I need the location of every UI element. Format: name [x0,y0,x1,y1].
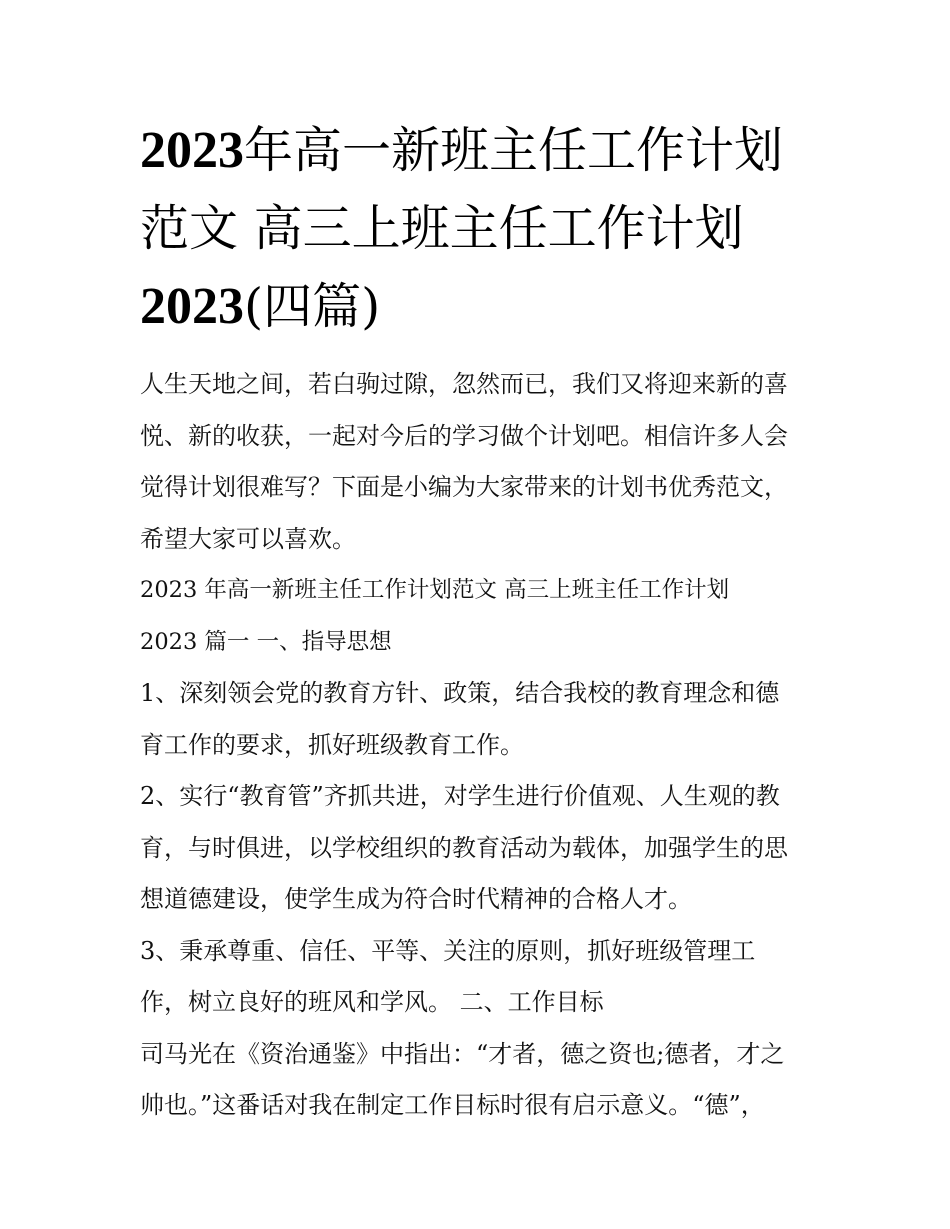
body-line: 觉得计划很难写？下面是小编为大家带来的计划书优秀范文， [140,473,788,501]
body-line: 1、深刻领会党的教育方针、政策，结合我校的教育理念和德 [140,679,780,707]
body-line: 帅也。”这番话对我在制定工作目标时很有启示意义。“德”， [140,1091,765,1119]
title-line-2 [140,190,820,268]
title-line-3 [140,268,820,346]
title-text: 范文 高三上班主任工作计划 [140,200,744,257]
title-year: 2023 [140,122,244,179]
body-line: 人生天地之间，若白驹过隙，忽然而已，我们又将迎来新的喜 [140,370,788,398]
document-title [140,112,820,346]
body-line: 司马光在《资治通鉴》中指出：“才者，德之资也;德者，才之 [140,1039,785,1068]
body-line: 3、秉承尊重、信任、平等、关注的原则，抓好班级管理工 [140,936,756,965]
body-line: 悦、新的收获，一起对今后的学习做个计划吧。相信许多人会 [140,421,788,450]
body-line: 希望大家可以喜欢。 [140,524,356,553]
document-body [140,359,820,1132]
body-line: 想道德建设，使学生成为符合时代精神的合格人才。 [140,885,692,913]
body-line: 育工作的要求，抓好班级教育工作。 [140,730,524,759]
section-heading-line: 2023 篇一 一、指导思想 [140,628,392,655]
section-heading-line: 2023 年高一新班主任工作计划范文 高三上班主任工作计划 [140,577,730,603]
title-text: 年高一新班主任工作计划 [244,122,784,179]
title-line-1 [140,112,820,190]
body-line: 育，与时俱进，以学校组织的教育活动为载体，加强学生的思 [140,833,788,862]
body-line: 2、实行“教育管”齐抓共进，对学生进行价值观、人生观的教 [140,782,780,810]
title-text: (四篇) [244,278,381,335]
title-year: 2023 [140,278,244,335]
document-page [140,112,820,1132]
body-line: 作，树立良好的班风和学风。 二、工作目标 [140,988,604,1016]
